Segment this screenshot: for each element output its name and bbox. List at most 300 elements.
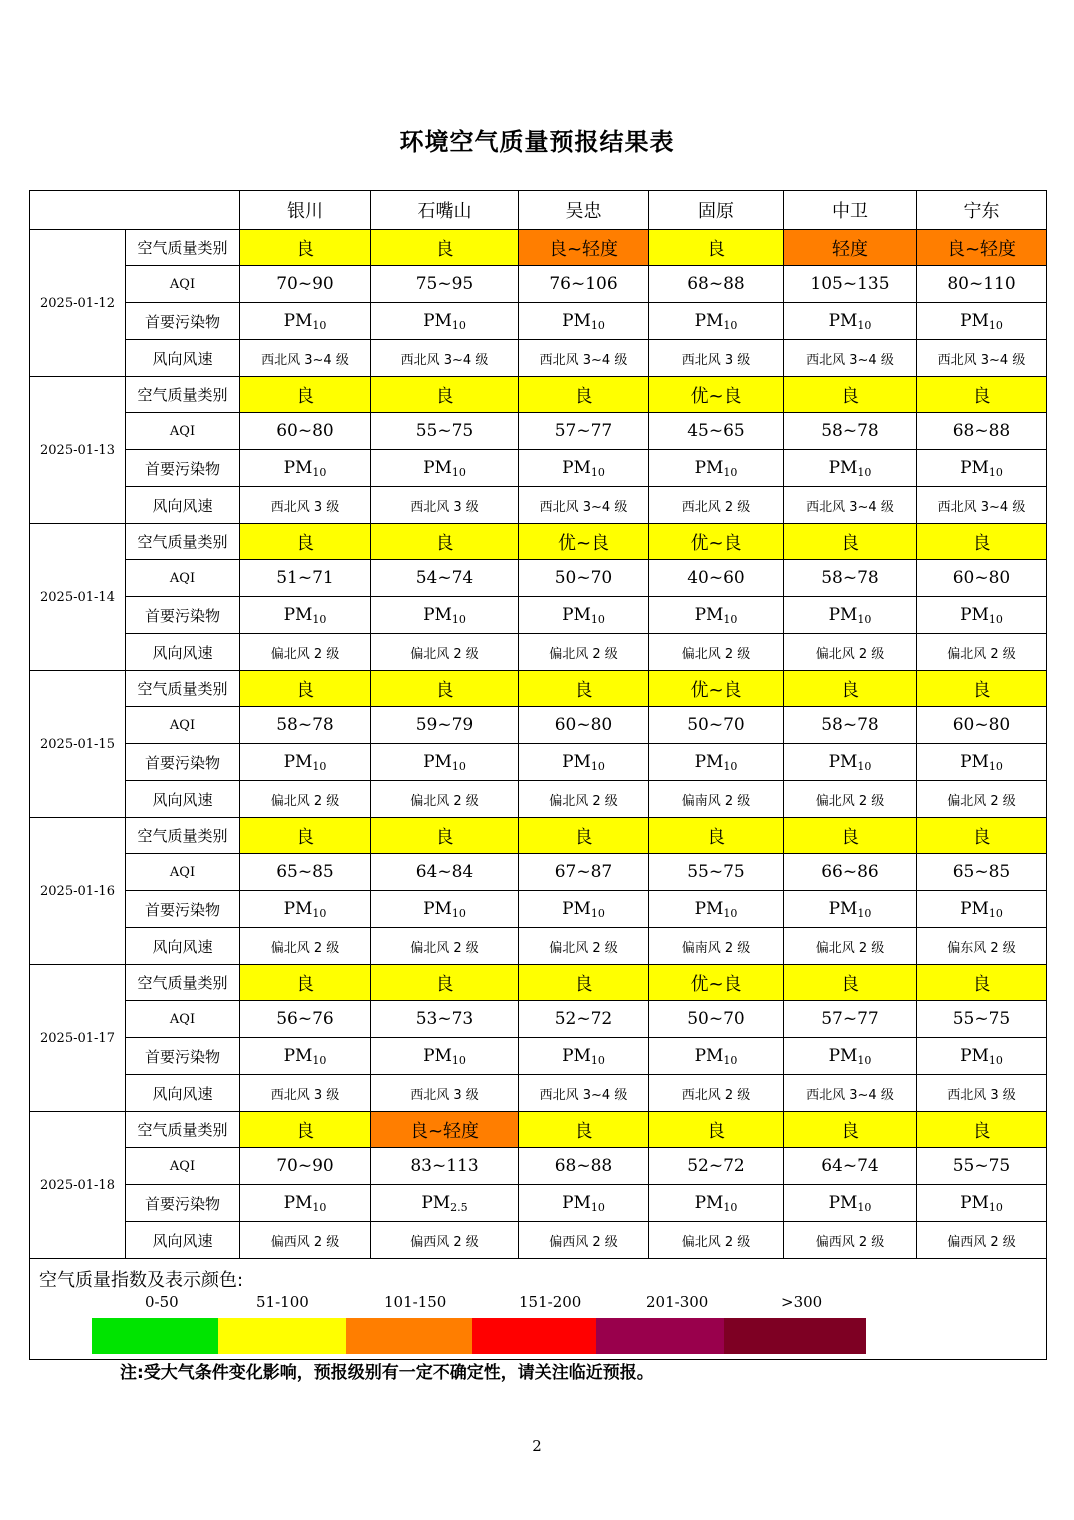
table-row (30, 377, 1047, 413)
pollutant-cell (649, 450, 784, 487)
pollutant-name: PM (694, 1045, 724, 1066)
legend-cell (30, 1259, 1047, 1360)
table-row (30, 560, 1047, 597)
aqi-cell: 67~87 (519, 854, 649, 891)
wind-cell: 西北风 3~4 级 (784, 340, 917, 377)
row-label: 风向风速 (126, 634, 240, 671)
legend-color-swatch (472, 1318, 596, 1354)
aqi-cell: 105~135 (784, 266, 917, 303)
category-cell: 良 (240, 818, 371, 854)
row-label: 首要污染物 (126, 303, 240, 340)
pollutant-cell (784, 303, 917, 340)
table-row (30, 340, 1047, 377)
pollutant-subscript: 10 (723, 759, 738, 773)
wind-cell: 偏东风 2 级 (917, 928, 1047, 965)
wind-cell: 西北风 3~4 级 (519, 340, 649, 377)
disclaimer-note: 注:受大气条件变化影响，预报级别有一定不确定性，请关注临近预报。 (120, 1363, 654, 1383)
row-label: 首要污染物 (126, 597, 240, 634)
legend-range-label: 201-300 (646, 1293, 709, 1311)
category-cell: 良 (371, 965, 519, 1001)
aqi-cell: 64~74 (784, 1148, 917, 1185)
category-cell: 良 (917, 524, 1047, 560)
page-title: 环境空气质量预报结果表 (399, 128, 675, 156)
category-cell: 良 (649, 818, 784, 854)
table-row (30, 413, 1047, 450)
date-cell: 2025-01-18 (30, 1112, 126, 1259)
pollutant-name: PM (828, 457, 858, 478)
date-cell: 2025-01-15 (30, 671, 126, 818)
category-cell: 良 (371, 377, 519, 413)
row-label: 风向风速 (126, 1222, 240, 1259)
row-label: 风向风速 (126, 928, 240, 965)
date-cell: 2025-01-13 (30, 377, 126, 524)
pollutant-cell (917, 303, 1047, 340)
table-row (30, 891, 1047, 928)
category-cell: 良 (240, 1112, 371, 1148)
aqi-cell: 68~88 (917, 413, 1047, 450)
aqi-cell: 66~86 (784, 854, 917, 891)
wind-cell: 西北风 3~4 级 (519, 487, 649, 524)
wind-cell: 偏南风 2 级 (649, 928, 784, 965)
pollutant-subscript: 10 (988, 1053, 1003, 1067)
wind-cell: 西北风 3 级 (649, 340, 784, 377)
pollutant-cell (784, 744, 917, 781)
pollutant-name: PM (694, 457, 724, 478)
pollutant-cell (371, 450, 519, 487)
category-cell: 良 (240, 671, 371, 707)
pollutant-name: PM (960, 898, 989, 919)
category-cell: 良 (519, 377, 649, 413)
table-row (30, 781, 1047, 818)
category-cell: 良 (240, 377, 371, 413)
table-row (30, 744, 1047, 781)
wind-cell: 偏北风 2 级 (519, 928, 649, 965)
pollutant-subscript: 10 (723, 612, 738, 626)
category-cell: 良 (784, 1112, 917, 1148)
pollutant-cell (371, 303, 519, 340)
pollutant-cell (784, 450, 917, 487)
aqi-cell: 40~60 (649, 560, 784, 597)
pollutant-cell (917, 744, 1047, 781)
table-row (30, 965, 1047, 1001)
category-cell: 优~良 (649, 965, 784, 1001)
pollutant-subscript: 10 (590, 906, 605, 920)
table-row (30, 450, 1047, 487)
pollutant-name: PM (960, 457, 989, 478)
pollutant-subscript: 10 (723, 1200, 738, 1214)
category-cell: 良~轻度 (519, 230, 649, 266)
wind-cell: 偏北风 2 级 (917, 781, 1047, 818)
category-cell: 良 (519, 965, 649, 1001)
pollutant-cell (917, 450, 1047, 487)
pollutant-name: PM (960, 1192, 989, 1213)
wind-cell: 偏北风 2 级 (371, 928, 519, 965)
table-row (30, 671, 1047, 707)
pollutant-name: PM (828, 751, 858, 772)
category-cell: 良~轻度 (371, 1112, 519, 1148)
wind-cell: 偏西风 2 级 (784, 1222, 917, 1259)
pollutant-name: PM (562, 1192, 591, 1213)
header-blank-cell (30, 191, 240, 230)
category-cell: 良 (917, 965, 1047, 1001)
wind-cell: 西北风 3~4 级 (240, 340, 371, 377)
pollutant-cell (784, 1038, 917, 1075)
pollutant-name: PM (694, 1192, 724, 1213)
row-label: AQI (126, 1148, 240, 1185)
pollutant-name: PM (828, 1192, 858, 1213)
legend-range-label: 0-50 (145, 1293, 179, 1311)
date-cell: 2025-01-16 (30, 818, 126, 965)
wind-cell: 偏南风 2 级 (649, 781, 784, 818)
pollutant-subscript: 10 (312, 465, 327, 479)
pollutant-cell (371, 1038, 519, 1075)
pollutant-name: PM (283, 457, 313, 478)
pollutant-subscript: 10 (723, 1053, 738, 1067)
pollutant-subscript: 2.5 (450, 1200, 468, 1214)
category-cell: 优~良 (649, 671, 784, 707)
aqi-cell: 68~88 (519, 1148, 649, 1185)
wind-cell: 偏北风 2 级 (371, 781, 519, 818)
pollutant-subscript: 10 (312, 318, 327, 332)
pollutant-subscript: 10 (988, 612, 1003, 626)
pollutant-name: PM (423, 457, 452, 478)
pollutant-cell (519, 450, 649, 487)
row-label: 风向风速 (126, 487, 240, 524)
wind-cell: 西北风 3~4 级 (784, 487, 917, 524)
table-row (30, 487, 1047, 524)
pollutant-subscript: 10 (590, 759, 605, 773)
wind-cell: 偏北风 2 级 (649, 1222, 784, 1259)
pollutant-subscript: 10 (312, 1200, 327, 1214)
aqi-cell: 52~72 (519, 1001, 649, 1038)
pollutant-cell (519, 1038, 649, 1075)
row-label: 首要污染物 (126, 1038, 240, 1075)
pollutant-cell (240, 1185, 371, 1222)
pollutant-subscript: 10 (988, 1200, 1003, 1214)
pollutant-name: PM (694, 898, 724, 919)
wind-cell: 西北风 3 级 (240, 487, 371, 524)
pollutant-subscript: 10 (857, 318, 872, 332)
wind-cell: 偏西风 2 级 (240, 1222, 371, 1259)
pollutant-cell (917, 1185, 1047, 1222)
city-header: 固原 (649, 191, 784, 230)
aqi-cell: 60~80 (917, 707, 1047, 744)
aqi-cell: 65~85 (917, 854, 1047, 891)
category-cell: 良 (784, 524, 917, 560)
pollutant-cell (240, 597, 371, 634)
table-row (30, 1185, 1047, 1222)
pollutant-subscript: 10 (312, 1053, 327, 1067)
pollutant-cell (917, 891, 1047, 928)
row-label: 风向风速 (126, 781, 240, 818)
pollutant-cell (649, 744, 784, 781)
pollutant-subscript: 10 (451, 906, 466, 920)
category-cell: 良 (519, 1112, 649, 1148)
pollutant-name: PM (423, 751, 452, 772)
pollutant-subscript: 10 (451, 759, 466, 773)
aqi-cell: 52~72 (649, 1148, 784, 1185)
aqi-cell: 55~75 (649, 854, 784, 891)
wind-cell: 西北风 3~4 级 (371, 340, 519, 377)
pollutant-subscript: 10 (312, 759, 327, 773)
category-cell: 良 (784, 671, 917, 707)
aqi-cell: 70~90 (240, 1148, 371, 1185)
pollutant-subscript: 10 (723, 906, 738, 920)
table-row (30, 1148, 1047, 1185)
row-label: 空气质量类别 (126, 230, 240, 266)
wind-cell: 偏北风 2 级 (240, 928, 371, 965)
pollutant-name: PM (828, 604, 858, 625)
aqi-cell: 50~70 (649, 1001, 784, 1038)
wind-cell: 西北风 3 级 (371, 487, 519, 524)
category-cell: 良 (371, 671, 519, 707)
pollutant-cell (917, 597, 1047, 634)
table-row (30, 597, 1047, 634)
date-cell: 2025-01-14 (30, 524, 126, 671)
pollutant-name: PM (960, 1045, 989, 1066)
legend-color-swatch (346, 1318, 472, 1354)
pollutant-name: PM (283, 898, 313, 919)
row-label: 首要污染物 (126, 450, 240, 487)
aqi-cell: 55~75 (917, 1148, 1047, 1185)
table-row (30, 854, 1047, 891)
legend-range-label: 51-100 (256, 1293, 309, 1311)
table-row (30, 1222, 1047, 1259)
category-cell: 良 (784, 377, 917, 413)
category-cell: 良 (240, 965, 371, 1001)
wind-cell: 西北风 3~4 级 (519, 1075, 649, 1112)
category-cell: 良 (649, 1112, 784, 1148)
pollutant-subscript: 10 (857, 1053, 872, 1067)
row-label: 空气质量类别 (126, 1112, 240, 1148)
pollutant-cell (649, 891, 784, 928)
aqi-cell: 64~84 (371, 854, 519, 891)
row-label: 空气质量类别 (126, 671, 240, 707)
category-cell: 良 (917, 818, 1047, 854)
page-number: 2 (532, 1437, 542, 1455)
pollutant-subscript: 10 (451, 1053, 466, 1067)
pollutant-subscript: 10 (857, 906, 872, 920)
legend-color-swatch (218, 1318, 346, 1354)
table-row (30, 1001, 1047, 1038)
legend-range-label: 151-200 (519, 1293, 582, 1311)
aqi-cell: 58~78 (784, 560, 917, 597)
aqi-cell: 68~88 (649, 266, 784, 303)
category-cell: 良 (917, 671, 1047, 707)
aqi-color-legend (30, 1259, 1045, 1359)
table-row (30, 707, 1047, 744)
aqi-cell: 59~79 (371, 707, 519, 744)
city-header: 银川 (240, 191, 371, 230)
wind-cell: 西北风 3~4 级 (784, 1075, 917, 1112)
category-cell: 良 (371, 524, 519, 560)
pollutant-name: PM (562, 898, 591, 919)
aqi-cell: 83~113 (371, 1148, 519, 1185)
pollutant-cell (240, 303, 371, 340)
table-row (30, 524, 1047, 560)
wind-cell: 偏北风 2 级 (784, 928, 917, 965)
pollutant-subscript: 10 (590, 465, 605, 479)
legend-range-label: 101-150 (384, 1293, 447, 1311)
row-label: AQI (126, 854, 240, 891)
pollutant-subscript: 10 (723, 465, 738, 479)
row-label: AQI (126, 1001, 240, 1038)
pollutant-name: PM (960, 604, 989, 625)
aqi-cell: 58~78 (240, 707, 371, 744)
row-label: 首要污染物 (126, 744, 240, 781)
pollutant-subscript: 10 (723, 318, 738, 332)
pollutant-name: PM (694, 751, 724, 772)
legend-color-swatch (92, 1318, 218, 1354)
wind-cell: 偏北风 2 级 (519, 634, 649, 671)
category-cell: 良 (917, 1112, 1047, 1148)
pollutant-cell (371, 744, 519, 781)
table-row (30, 818, 1047, 854)
city-header: 中卫 (784, 191, 917, 230)
pollutant-subscript: 10 (857, 465, 872, 479)
row-label: 首要污染物 (126, 891, 240, 928)
pollutant-name: PM (960, 310, 989, 331)
pollutant-name: PM (828, 898, 858, 919)
aqi-cell: 56~76 (240, 1001, 371, 1038)
category-cell: 良 (240, 230, 371, 266)
aqi-cell: 50~70 (519, 560, 649, 597)
pollutant-subscript: 10 (857, 759, 872, 773)
wind-cell: 西北风 2 级 (649, 1075, 784, 1112)
wind-cell: 偏西风 2 级 (371, 1222, 519, 1259)
wind-cell: 西北风 3 级 (371, 1075, 519, 1112)
aqi-cell: 45~65 (649, 413, 784, 450)
aqi-cell: 58~78 (784, 707, 917, 744)
pollutant-name: PM (960, 751, 989, 772)
legend-color-swatch (724, 1318, 866, 1354)
table-row (30, 1112, 1047, 1148)
pollutant-cell (240, 1038, 371, 1075)
pollutant-name: PM (423, 604, 452, 625)
wind-cell: 偏北风 2 级 (240, 781, 371, 818)
row-label: 空气质量类别 (126, 818, 240, 854)
pollutant-subscript: 10 (590, 318, 605, 332)
pollutant-subscript: 10 (312, 612, 327, 626)
pollutant-cell (519, 1185, 649, 1222)
table-row (30, 303, 1047, 340)
pollutant-name: PM (828, 1045, 858, 1066)
pollutant-name: PM (283, 604, 313, 625)
category-cell: 良 (784, 965, 917, 1001)
pollutant-subscript: 10 (451, 318, 466, 332)
pollutant-cell (371, 597, 519, 634)
wind-cell: 偏北风 2 级 (917, 634, 1047, 671)
pollutant-name: PM (423, 898, 452, 919)
aqi-cell: 54~74 (371, 560, 519, 597)
row-label: 风向风速 (126, 340, 240, 377)
category-cell: 良 (917, 377, 1047, 413)
legend-title: 空气质量指数及表示颜色: (39, 1270, 244, 1291)
aqi-cell: 65~85 (240, 854, 371, 891)
pollutant-subscript: 10 (988, 906, 1003, 920)
category-cell: 良~轻度 (917, 230, 1047, 266)
row-label: 首要污染物 (126, 1185, 240, 1222)
category-cell: 良 (784, 818, 917, 854)
city-header: 吴忠 (519, 191, 649, 230)
pollutant-cell (649, 303, 784, 340)
wind-cell: 偏北风 2 级 (784, 781, 917, 818)
category-cell: 优~良 (649, 377, 784, 413)
row-label: 空气质量类别 (126, 965, 240, 1001)
row-label: AQI (126, 560, 240, 597)
pollutant-cell (371, 891, 519, 928)
pollutant-subscript: 10 (312, 906, 327, 920)
pollutant-name: PM (423, 310, 452, 331)
row-label: AQI (126, 266, 240, 303)
category-cell: 良 (519, 671, 649, 707)
wind-cell: 偏北风 2 级 (784, 634, 917, 671)
table-row (30, 266, 1047, 303)
wind-cell: 西北风 3 级 (917, 1075, 1047, 1112)
pollutant-subscript: 10 (857, 1200, 872, 1214)
pollutant-subscript: 10 (451, 465, 466, 479)
pollutant-cell (784, 1185, 917, 1222)
table-row (30, 230, 1047, 266)
wind-cell: 西北风 3~4 级 (917, 487, 1047, 524)
aqi-cell: 57~77 (784, 1001, 917, 1038)
pollutant-name: PM (283, 1045, 313, 1066)
category-cell: 良 (649, 230, 784, 266)
table-row (30, 928, 1047, 965)
pollutant-name: PM (694, 310, 724, 331)
legend-row (30, 1259, 1047, 1360)
aqi-cell: 51~71 (240, 560, 371, 597)
aqi-cell: 75~95 (371, 266, 519, 303)
pollutant-cell (917, 1038, 1047, 1075)
aqi-cell: 50~70 (649, 707, 784, 744)
pollutant-subscript: 10 (590, 1053, 605, 1067)
pollutant-cell (519, 744, 649, 781)
pollutant-cell (240, 744, 371, 781)
date-cell: 2025-01-12 (30, 230, 126, 377)
legend-range-label: >300 (781, 1293, 823, 1311)
pollutant-cell (519, 597, 649, 634)
wind-cell: 偏西风 2 级 (917, 1222, 1047, 1259)
pollutant-name: PM (423, 1045, 452, 1066)
pollutant-subscript: 10 (988, 759, 1003, 773)
pollutant-name: PM (283, 310, 313, 331)
category-cell: 良 (519, 818, 649, 854)
wind-cell: 西北风 3 级 (240, 1075, 371, 1112)
header-row (30, 191, 1047, 230)
pollutant-cell (649, 1038, 784, 1075)
row-label: 空气质量类别 (126, 377, 240, 413)
aqi-cell: 60~80 (519, 707, 649, 744)
table-row (30, 1038, 1047, 1075)
pollutant-cell (519, 303, 649, 340)
pollutant-subscript: 10 (451, 612, 466, 626)
pollutant-name: PM (562, 751, 591, 772)
aqi-cell: 53~73 (371, 1001, 519, 1038)
forecast-table (29, 190, 1047, 1360)
forecast-body (30, 191, 1047, 1360)
wind-cell: 偏北风 2 级 (371, 634, 519, 671)
table-row (30, 634, 1047, 671)
wind-cell: 西北风 2 级 (649, 487, 784, 524)
category-cell: 良 (371, 230, 519, 266)
pollutant-name: PM (562, 1045, 591, 1066)
pollutant-cell (649, 1185, 784, 1222)
pollutant-cell (784, 597, 917, 634)
pollutant-cell (240, 450, 371, 487)
pollutant-name: PM (283, 1192, 313, 1213)
pollutant-name: PM (562, 457, 591, 478)
